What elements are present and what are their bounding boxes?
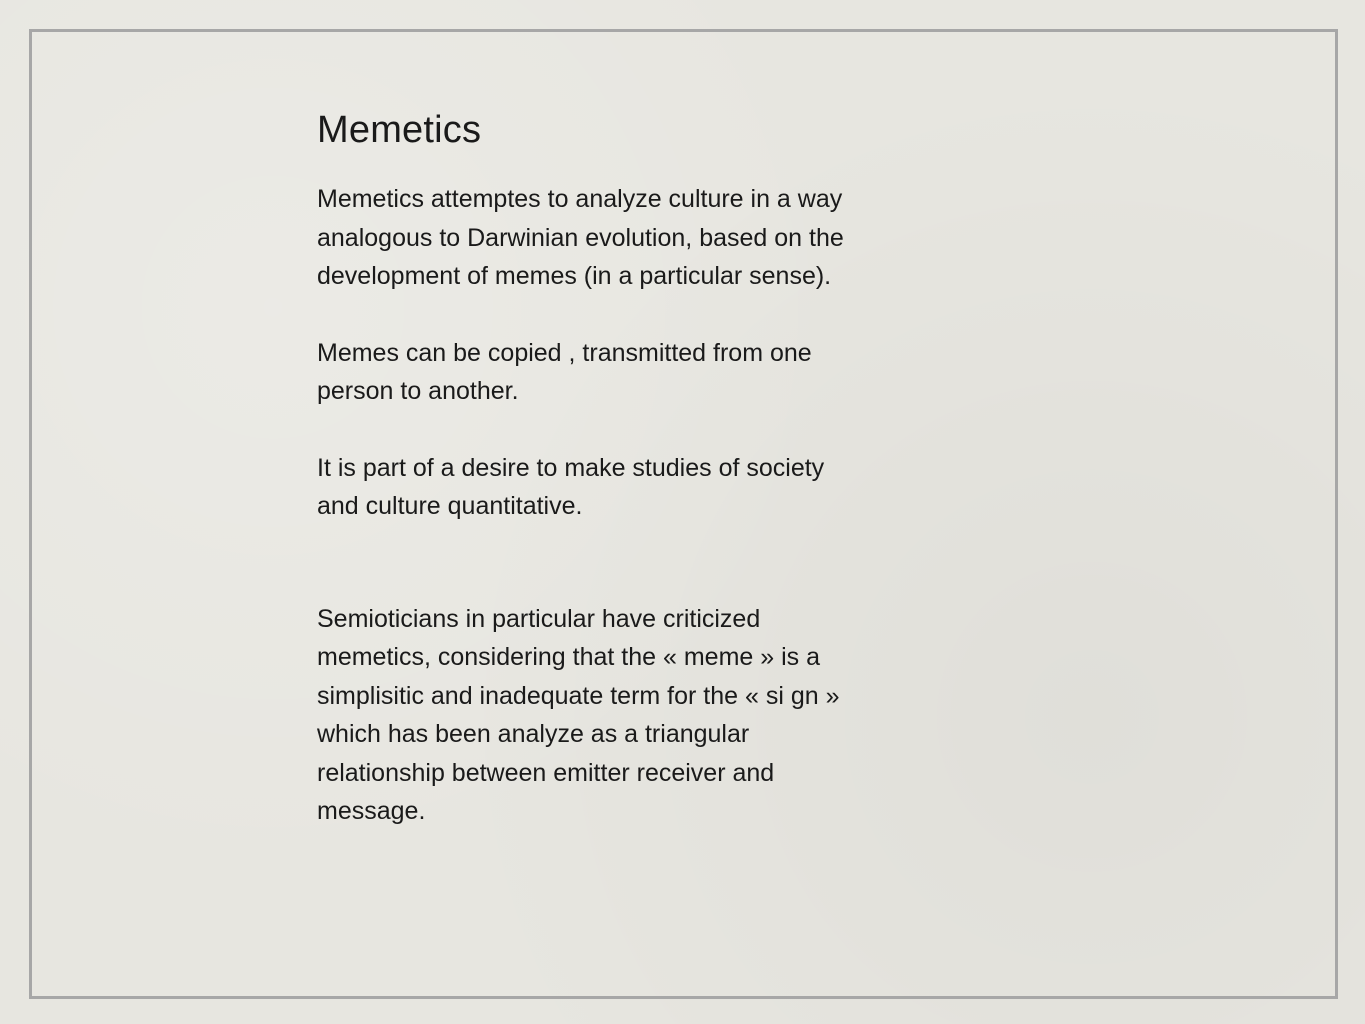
paragraph-spacer bbox=[317, 411, 957, 449]
paragraph-quantitative: It is part of a desire to make studies of society and culture quantitative. bbox=[317, 453, 825, 520]
paragraph-memes-copied: Memes can be copied , transmitted from one person to another. bbox=[317, 338, 812, 405]
paragraph-definition: Memetics attemptes to analyze culture in a way analogous to Darwinian evolution, based on the development of memes (in a particular sense). bbox=[317, 185, 844, 290]
paragraph-spacer bbox=[317, 296, 957, 334]
paragraph-spacer bbox=[317, 526, 957, 600]
slide-content bbox=[317, 104, 957, 831]
slide-title: Memetics bbox=[317, 109, 482, 151]
paragraph-semioticians: Semioticians in particular have criticized memetics, considering that the « meme » is a simplisitic and inadequate term for the « si gn » which has been analyze as a triangular relationship between emitter receiver and message. bbox=[317, 604, 840, 825]
